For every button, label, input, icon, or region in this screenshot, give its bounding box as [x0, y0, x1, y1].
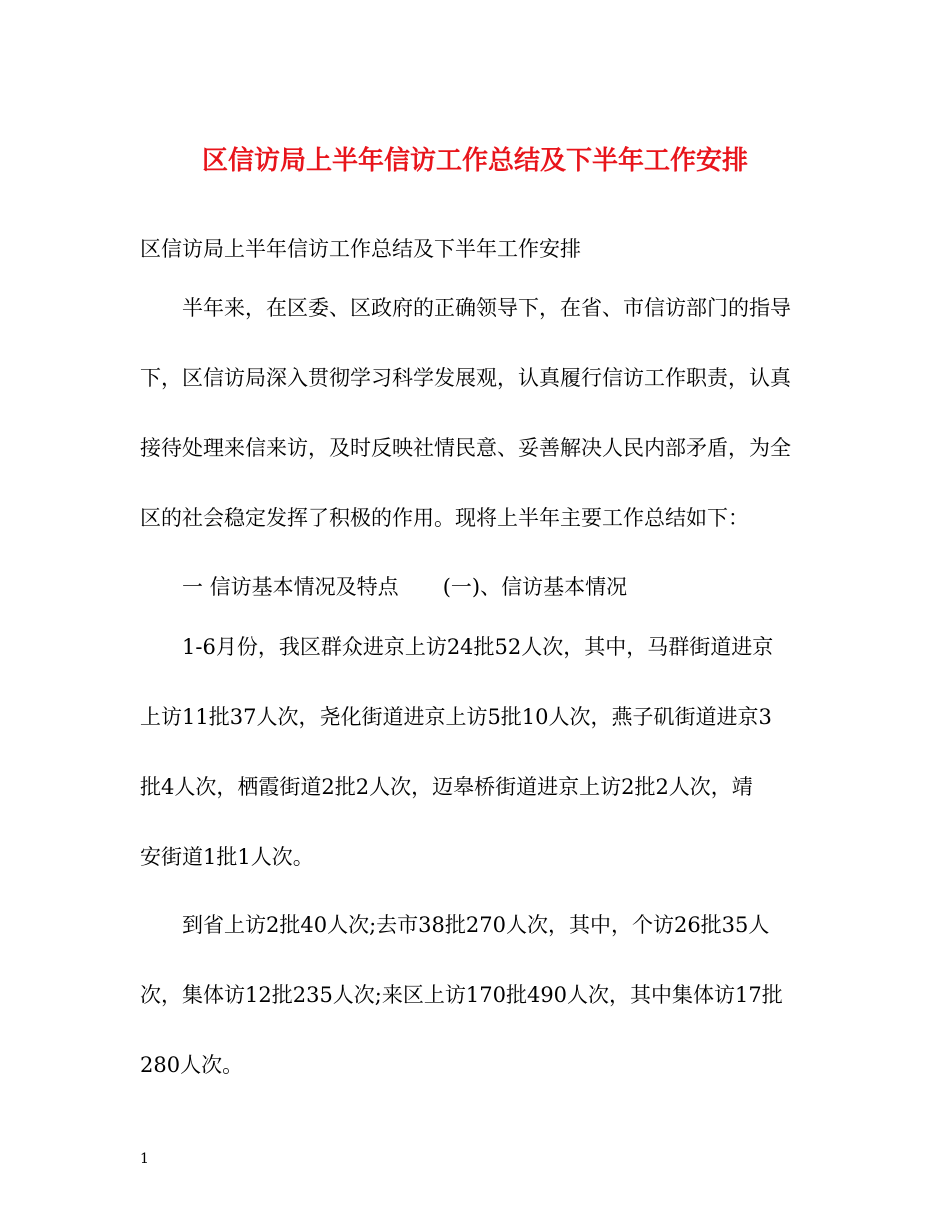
- paragraph-line: 到省上访2批40人次;去市38批270人次，其中，个访26批35人: [182, 913, 770, 937]
- page-number: 1: [140, 1151, 149, 1167]
- paragraph-line: 次，集体访12批235人次;来区上访170批490人次，其中集体访17批: [140, 983, 783, 1007]
- section-heading-row: [182, 572, 627, 602]
- paragraph-line: 安街道1批1人次。: [140, 845, 314, 869]
- paragraph-line: 区的社会稳定发挥了积极的作用。现将上半年主要工作总结如下：: [140, 506, 749, 530]
- document-subtitle: 区信访局上半年信访工作总结及下半年工作安排: [140, 237, 581, 261]
- paragraph-line: 1-6月份，我区群众进京上访24批52人次，其中，马群街道进京: [182, 635, 774, 659]
- paragraph-line: 接待处理来信来访，及时反映社情民意、妥善解决人民内部矛盾，为全: [140, 436, 791, 460]
- section-heading: 一 信访基本情况及特点: [182, 575, 399, 599]
- paragraph-line: 半年来，在区委、区政府的正确领导下，在省、市信访部门的指导: [182, 296, 791, 320]
- paragraph-line: 上访11批37人次，尧化街道进京上访5批10人次，燕子矶街道进京3: [140, 705, 772, 729]
- subsection-heading: (一)、信访基本情况: [442, 575, 628, 599]
- document-title: 区信访局上半年信访工作总结及下半年工作安排: [201, 146, 748, 176]
- paragraph-line: 批4人次，栖霞街道2批2人次，迈皋桥街道进京上访2批2人次，靖: [140, 775, 753, 799]
- paragraph-line: 280人次。: [140, 1053, 244, 1077]
- paragraph-line: 下，区信访局深入贯彻学习科学发展观，认真履行信访工作职责，认真: [140, 366, 791, 390]
